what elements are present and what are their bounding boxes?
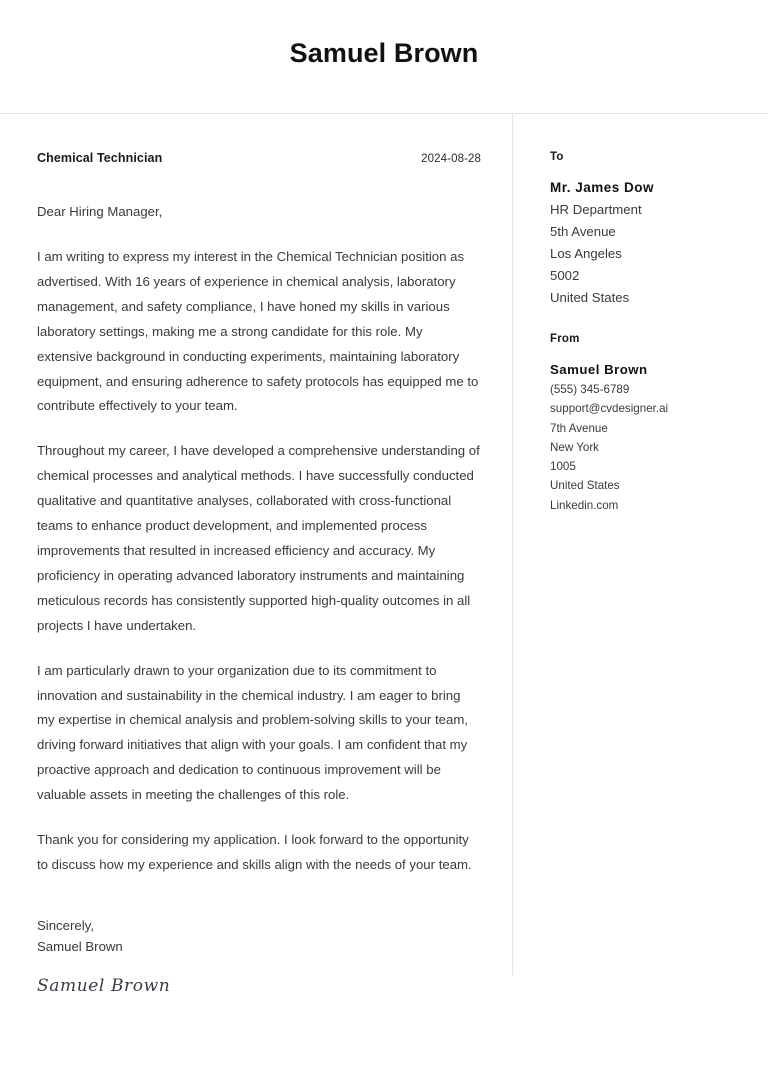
letter-paragraph: Thank you for considering my application. I look forward to the opportunity to discuss how my experience and skills align with the needs of your team. [37, 832, 472, 872]
sender-website: Linkedin.com [550, 498, 619, 512]
sender-line: United States [550, 479, 620, 493]
sender-phone: (555) 345-6789 [550, 383, 630, 396]
recipient-line: United States [550, 290, 630, 305]
sender-label: From [550, 333, 580, 345]
letter-closing [37, 915, 481, 996]
job-title: Chemical Technician [37, 151, 163, 165]
closing-name: Samuel Brown [37, 938, 123, 954]
recipient-line: 5th Avenue [550, 224, 616, 239]
recipient-name: Mr. James Dow [550, 180, 655, 195]
sender-email: support@cvdesigner.ai [550, 402, 669, 416]
letter-paragraph: I am writing to express my interest in the Chemical Technician position as advertised. With 16 years of experience in chemical analysis, laboratory management, and safety compliance, I have honed my skills in various laboratory settings, making me a strong candidate for this role. My extensive background in conducting experiments, maintaining laboratory equipment, and ensuring adherence to safety protocols has equipped me to contribute effectively to your team. [37, 249, 479, 414]
recipient-line: HR Department [550, 202, 642, 217]
sender-name: Samuel Brown [550, 362, 648, 377]
letter-body [0, 114, 768, 996]
letter-meta-row [37, 151, 481, 165]
page-title: Samuel Brown [289, 38, 479, 68]
signature: Samuel Brown [37, 975, 171, 996]
letter-paragraph: I am particularly drawn to your organization due to its commitment to innovation and sustainability in the chemical industry. I am eager to bring my expertise in chemical analysis and problem-solving skills to your team, driving forward initiatives that align with your goals. I am confident that my proactive approach and dedication to continuous improvement will be valuable assets in meeting the challenges of this role. [37, 662, 468, 803]
letter-date: 2024-08-28 [421, 153, 481, 165]
sender-line: 7th Avenue [550, 421, 608, 435]
recipient-line: 5002 [550, 268, 580, 283]
recipient-label: To [550, 151, 564, 163]
letter-main-column [0, 114, 512, 996]
sender-line: 1005 [550, 460, 576, 474]
closing-word: Sincerely, [37, 917, 94, 933]
recipient-line: Los Angeles [550, 246, 622, 261]
letter-side-column [512, 114, 768, 515]
salutation: Dear Hiring Manager, [37, 204, 163, 219]
sender-line: New York [550, 440, 599, 454]
sender-block [550, 333, 748, 515]
column-divider [512, 114, 513, 975]
recipient-block [550, 151, 748, 309]
letter-paragraph: Throughout my career, I have developed a comprehensive understanding of chemical processes and analytical methods. I have successfully conducted qualitative and quantitative analyses, collaborated with cross-functional teams to enhance product development, and implemented process improvements that resulted in increased efficiency and accuracy. My proficiency in operating advanced laboratory instruments and maintaining meticulous records has consistently supported high-quality outcomes in all projects I have undertaken. [37, 443, 480, 633]
letter-header [0, 0, 768, 114]
